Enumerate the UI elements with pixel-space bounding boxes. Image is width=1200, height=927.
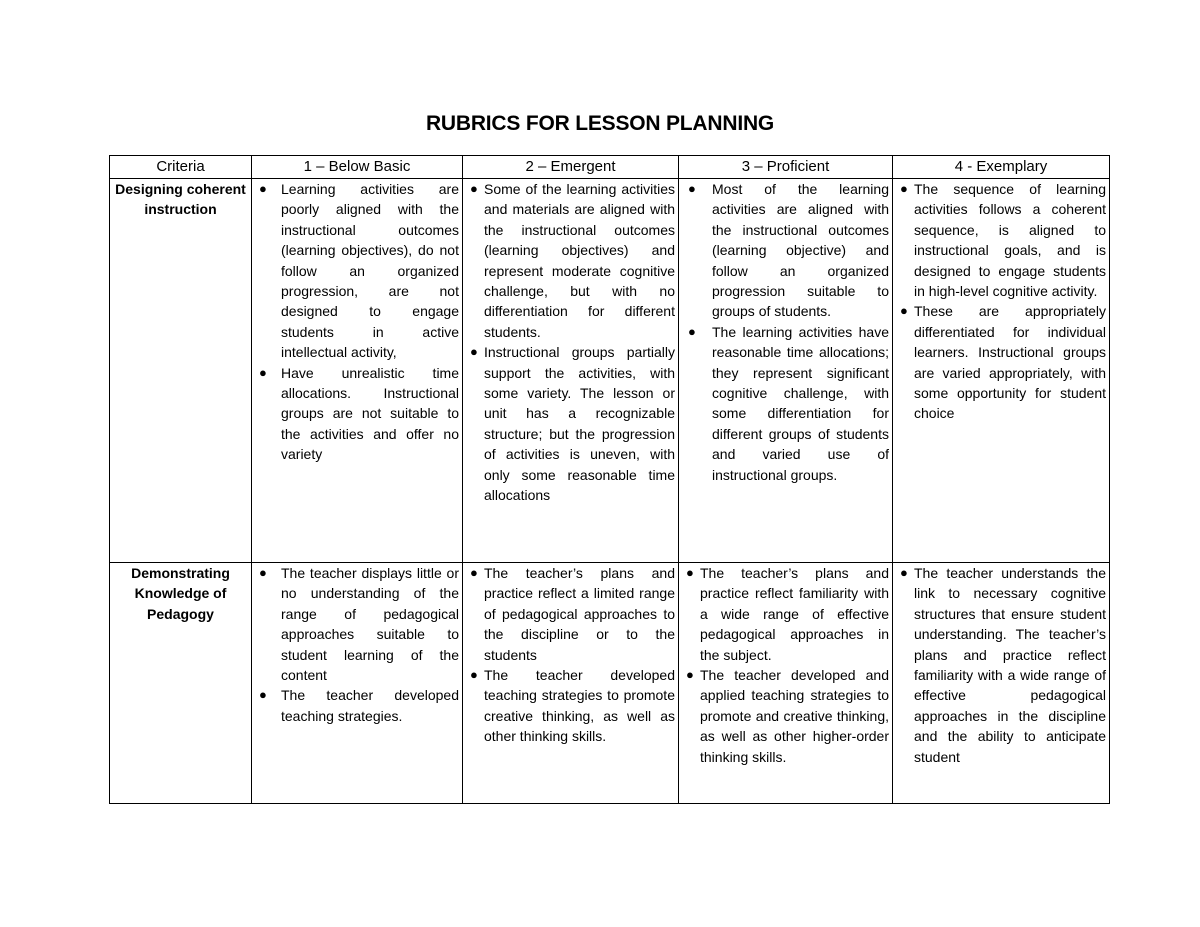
- item-text: The sequence of learning activities follows a coherent sequence, is aligned to instructional goals, and is designed to engage students in high-level cognitive activity.: [914, 181, 1106, 300]
- item-text: These are appropriately differentiated for individual learners. Instructional groups are varied appropriately, with some opportunity for student choice: [914, 303, 1106, 422]
- bullet-icon: ●: [259, 565, 267, 580]
- list-item: [682, 665, 889, 767]
- header-below-basic: 1 – Below Basic: [252, 156, 463, 179]
- bullet-icon: ●: [259, 181, 267, 196]
- item-text: The teacher displays little or no understanding of the range of pedagogical approaches suitable to student learning of the content: [281, 565, 459, 684]
- level-cell: [893, 563, 1110, 804]
- bullet-icon: ●: [900, 181, 908, 196]
- item-text: The learning activities have reasonable time allocations; they represent significant cognitive challenge, with some differentiation for different groups of students and varied use of instructional groups.: [712, 323, 889, 483]
- list-item: [682, 179, 889, 322]
- item-text: Instructional groups partially support the activities, with some variety. The lesson or unit has a recognizable structure; but the progression of activities is uneven, with only some reasonable time allocations: [484, 344, 675, 504]
- list-item: [896, 563, 1106, 767]
- bullet-icon: ●: [686, 667, 694, 683]
- list-item: [896, 301, 1106, 423]
- bullet-icon: ●: [688, 323, 696, 339]
- page-title: RUBRICS FOR LESSON PLANNING: [425, 112, 775, 135]
- list-item: [896, 179, 1106, 301]
- level-cell: [252, 563, 463, 804]
- list-item: [255, 685, 459, 726]
- table-row: [110, 563, 1110, 804]
- bullet-icon: ●: [900, 565, 908, 580]
- item-text: The teacher’s plans and practice reflect a limited range of pedagogical approaches to the discipline or to the students: [484, 565, 675, 663]
- bullet-icon: ●: [259, 687, 267, 703]
- bullet-icon: ●: [259, 364, 267, 380]
- bullet-icon: ●: [470, 565, 478, 580]
- list-item: [255, 563, 459, 685]
- header-exemplary: 4 - Exemplary: [893, 156, 1110, 179]
- list-item: [466, 342, 675, 505]
- item-text: The teacher developed teaching strategies.: [281, 687, 459, 724]
- criteria-cell: Demonstrating Knowledge of Pedagogy: [110, 563, 252, 804]
- header-proficient: 3 – Proficient: [679, 156, 893, 179]
- list-item: [682, 563, 889, 665]
- level-cell: [893, 179, 1110, 563]
- item-text: Some of the learning activities and materials are aligned with the instructional outcomes (learning objectives) and represent moderate cognitive challenge, but with no differentiation for different students.: [484, 181, 675, 340]
- table-row: [110, 179, 1110, 563]
- bullet-icon: ●: [470, 344, 478, 360]
- item-text: Have unrealistic time allocations. Instructional groups are not suitable to the activities and offer no variety: [281, 364, 459, 463]
- item-text: Most of the learning activities are aligned with the instructional outcomes (learning objective) and follow an organized progression suitable to groups of students.: [712, 181, 889, 320]
- item-text: Learning activities are poorly aligned with the instructional outcomes (learning objectives), do not follow an organized progression, are not designed to engage students in active intellectual activity,: [281, 181, 459, 361]
- level-cell: [463, 563, 679, 804]
- item-text: The teacher developed and applied teaching strategies to promote and creative thinking, as well as other higher-order thinking skills.: [700, 667, 889, 765]
- bullet-icon: ●: [470, 667, 478, 683]
- list-item: [255, 363, 459, 465]
- list-item: [255, 179, 459, 363]
- list-item: [466, 179, 675, 342]
- item-text: The teacher’s plans and practice reflect familiarity with a wide range of effective pedagogical approaches in the subject.: [700, 565, 889, 663]
- level-cell: [679, 563, 893, 804]
- header-criteria: Criteria: [110, 156, 252, 179]
- bullet-icon: ●: [470, 181, 478, 196]
- header-emergent: 2 – Emergent: [463, 156, 679, 179]
- bullet-icon: ●: [688, 181, 696, 196]
- rubric-table: [109, 155, 1110, 804]
- level-cell: [679, 179, 893, 563]
- bullet-icon: ●: [686, 565, 694, 580]
- level-cell: [463, 179, 679, 563]
- bullet-icon: ●: [900, 303, 908, 319]
- item-text: The teacher developed teaching strategies to promote creative thinking, as well as other thinking skills.: [484, 667, 675, 745]
- level-cell: [252, 179, 463, 563]
- list-item: [682, 322, 889, 485]
- item-text: The teacher understands the link to necessary cognitive structures that ensure student understanding. The teacher’s plans and practice reflect familiarity with a wide range of effective pedagogical approaches in the discipline and the ability to anticipate student: [914, 565, 1106, 765]
- list-item: [466, 665, 675, 747]
- criteria-cell: Designing coherent instruction: [110, 179, 252, 563]
- list-item: [466, 563, 675, 665]
- header-row: [110, 156, 1110, 179]
